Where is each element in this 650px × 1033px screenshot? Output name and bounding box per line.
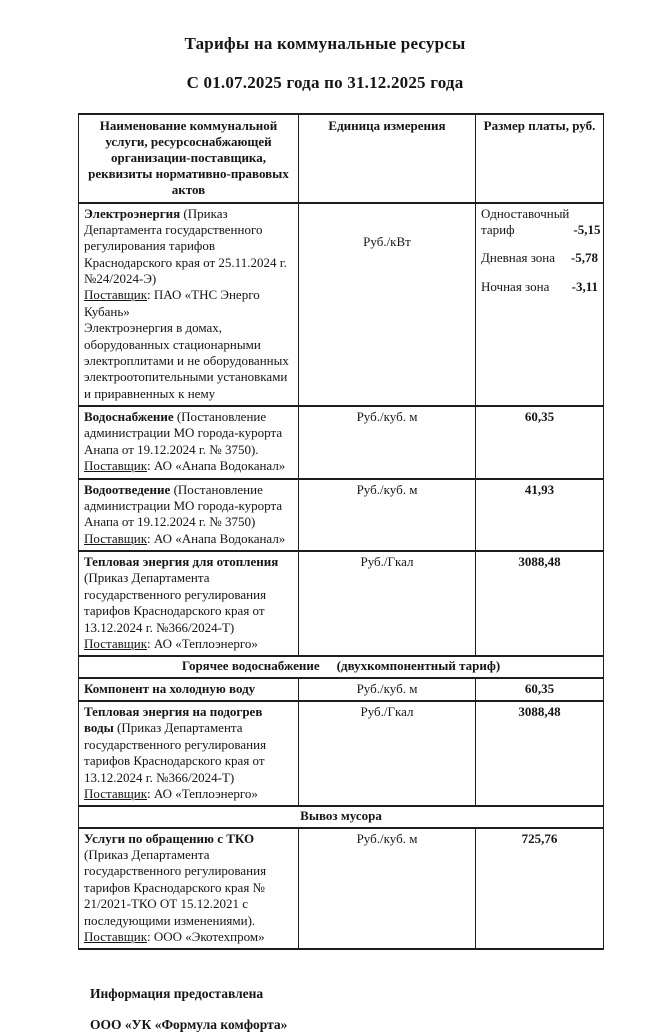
table-row — [79, 701, 604, 806]
supplier-label: Поставщик — [84, 785, 148, 801]
table-row — [79, 203, 604, 407]
service-details: (Приказ Департамента государственного регулирования тарифов Краснодарского края № 21/2021-ТКО ОТ 15.12.2021 с последующими изменениями). — [84, 847, 267, 928]
price-label: Ночная зона — [481, 278, 550, 294]
supplier-label: Поставщик — [84, 458, 148, 474]
service-name: Тепловая энергия для отопления — [84, 554, 279, 570]
price-cell — [476, 678, 604, 701]
supplier-name: : ПАО «ТНС Энерго Кубань» — [84, 287, 260, 319]
page-title: Тарифы на коммунальные ресурсы — [184, 34, 466, 53]
service-name: Компонент на холодную воду — [84, 680, 256, 696]
price-cell — [476, 828, 604, 950]
service-title-line — [84, 554, 293, 636]
service-name: Водоотведение — [84, 481, 171, 497]
supplier-line — [84, 786, 293, 802]
supplier-line — [84, 636, 293, 652]
page-subtitle-period: С 01.07.2025 года по 31.12.2025 года — [186, 73, 464, 92]
service-title-line — [84, 409, 293, 458]
section-row — [79, 806, 604, 827]
unit-cell: Руб./куб. м — [299, 678, 476, 701]
price-value: -3,11 — [571, 278, 598, 294]
table-row — [79, 551, 604, 656]
table-header-service: Наименование коммунальной услуги, ресурсоснабжающей организации-поставщика, реквизиты нормативно-правовых актов — [79, 114, 299, 203]
table-header-price: Размер платы, руб. — [476, 114, 604, 203]
service-details: (Приказ Департамента государственного регулирования тарифов Краснодарского края от 25.11.2024 г. №24/2024-Э) — [84, 205, 287, 287]
service-note: Электроэнергия в домах, оборудованных стационарными электроплитами и не оборудованных электроотопительными установками и приравненных к нему — [84, 320, 289, 401]
service-cell — [79, 701, 299, 806]
service-name: Электроэнергия — [84, 205, 181, 221]
price-value: 3088,48 — [518, 554, 561, 570]
price-cell — [476, 551, 604, 656]
unit-cell: Руб./Гкал — [299, 701, 476, 806]
service-cell — [79, 551, 299, 656]
price-item — [481, 279, 598, 295]
supplier-name: : АО «Анапа Водоканал» — [147, 530, 286, 546]
tariffs-table-head — [79, 114, 604, 203]
document-footer — [90, 986, 650, 1033]
section-title-cell — [79, 656, 604, 677]
table-row — [79, 678, 604, 701]
supplier-line — [84, 929, 293, 945]
service-title-line — [84, 831, 293, 929]
service-cell — [79, 479, 299, 552]
footer-company-name: ООО «УК «Формула комфорта» — [90, 1017, 288, 1033]
price-cell — [476, 479, 604, 552]
table-row — [79, 479, 604, 552]
service-name: Водоснабжение — [84, 409, 174, 425]
service-title-line — [84, 206, 293, 288]
service-title-line — [84, 704, 293, 786]
table-row — [79, 828, 604, 950]
service-details: (Приказ Департамента государственного регулирования тарифов Краснодарского края от 13.12.2024 г. №366/2024-Т) — [84, 570, 267, 635]
supplier-line — [84, 458, 293, 474]
price-cell — [476, 701, 604, 806]
table-row — [79, 406, 604, 479]
price-value: 60,35 — [524, 409, 555, 425]
service-details: (Постановление администрации МО города-курорта Анапа от 19.12.2024 г. № 3750). — [84, 409, 283, 457]
service-details: (Приказ Департамента государственного регулирования тарифов Краснодарского края от 13.12.2024 г. №366/2024-Т) — [84, 720, 267, 785]
price-item — [481, 250, 598, 266]
section-title-cell — [79, 806, 604, 827]
price-value: 41,93 — [524, 481, 555, 497]
price-value: -5,15 — [573, 221, 601, 237]
service-cell — [79, 828, 299, 950]
service-cell — [79, 406, 299, 479]
supplier-label: Поставщик — [84, 287, 148, 303]
price-cell — [476, 203, 604, 407]
table-header-row — [79, 114, 604, 203]
supplier-name: : ООО «Экотехпром» — [147, 928, 265, 944]
price-item — [481, 205, 601, 239]
unit-cell: Руб./куб. м — [299, 828, 476, 950]
supplier-label: Поставщик — [84, 530, 148, 546]
service-name: Тепловая энергия на подогрев воды — [84, 704, 263, 736]
section-text: Вывоз мусора — [300, 808, 382, 824]
unit-cell: Руб./кВт — [299, 203, 476, 407]
unit-cell: Руб./Гкал — [299, 551, 476, 656]
footer-info-label: Информация предоставлена — [90, 986, 264, 1002]
price-label: Дневная зона — [481, 250, 555, 266]
supplier-line — [84, 287, 293, 320]
supplier-name: : АО «Анапа Водоканал» — [147, 458, 286, 474]
price-value: 725,76 — [521, 830, 558, 846]
supplier-label: Поставщик — [84, 928, 148, 944]
service-name: Услуги по обращению с ТКО — [84, 830, 255, 846]
supplier-label: Поставщик — [84, 635, 148, 651]
tariffs-table-body — [79, 203, 604, 950]
price-value: 3088,48 — [518, 704, 561, 720]
price-value: 60,35 — [524, 680, 555, 696]
unit-cell: Руб./куб. м — [299, 406, 476, 479]
service-cell — [79, 203, 299, 407]
section-row — [79, 656, 604, 677]
price-value: -5,78 — [570, 250, 598, 266]
document-titles — [0, 0, 650, 91]
service-title-line — [84, 681, 293, 697]
supplier-name: : АО «Теплоэнерго» — [147, 785, 258, 801]
table-header-unit: Единица измерения — [299, 114, 476, 203]
tariffs-table — [78, 113, 604, 950]
service-details: (Постановление администрации МО города-курорта Анапа от 19.12.2024 г. № 3750) — [84, 481, 283, 530]
unit-cell: Руб./куб. м — [299, 479, 476, 552]
service-cell — [79, 678, 299, 701]
section-subtext: (двухкомпонентный тариф) — [336, 658, 501, 674]
service-title-line — [84, 482, 293, 531]
supplier-name: : АО «Теплоэнерго» — [147, 635, 258, 651]
supplier-line — [84, 531, 293, 547]
section-text: Горячее водоснабжение — [181, 658, 320, 674]
price-cell — [476, 406, 604, 479]
price-label: Одноставочный тариф — [481, 205, 570, 237]
